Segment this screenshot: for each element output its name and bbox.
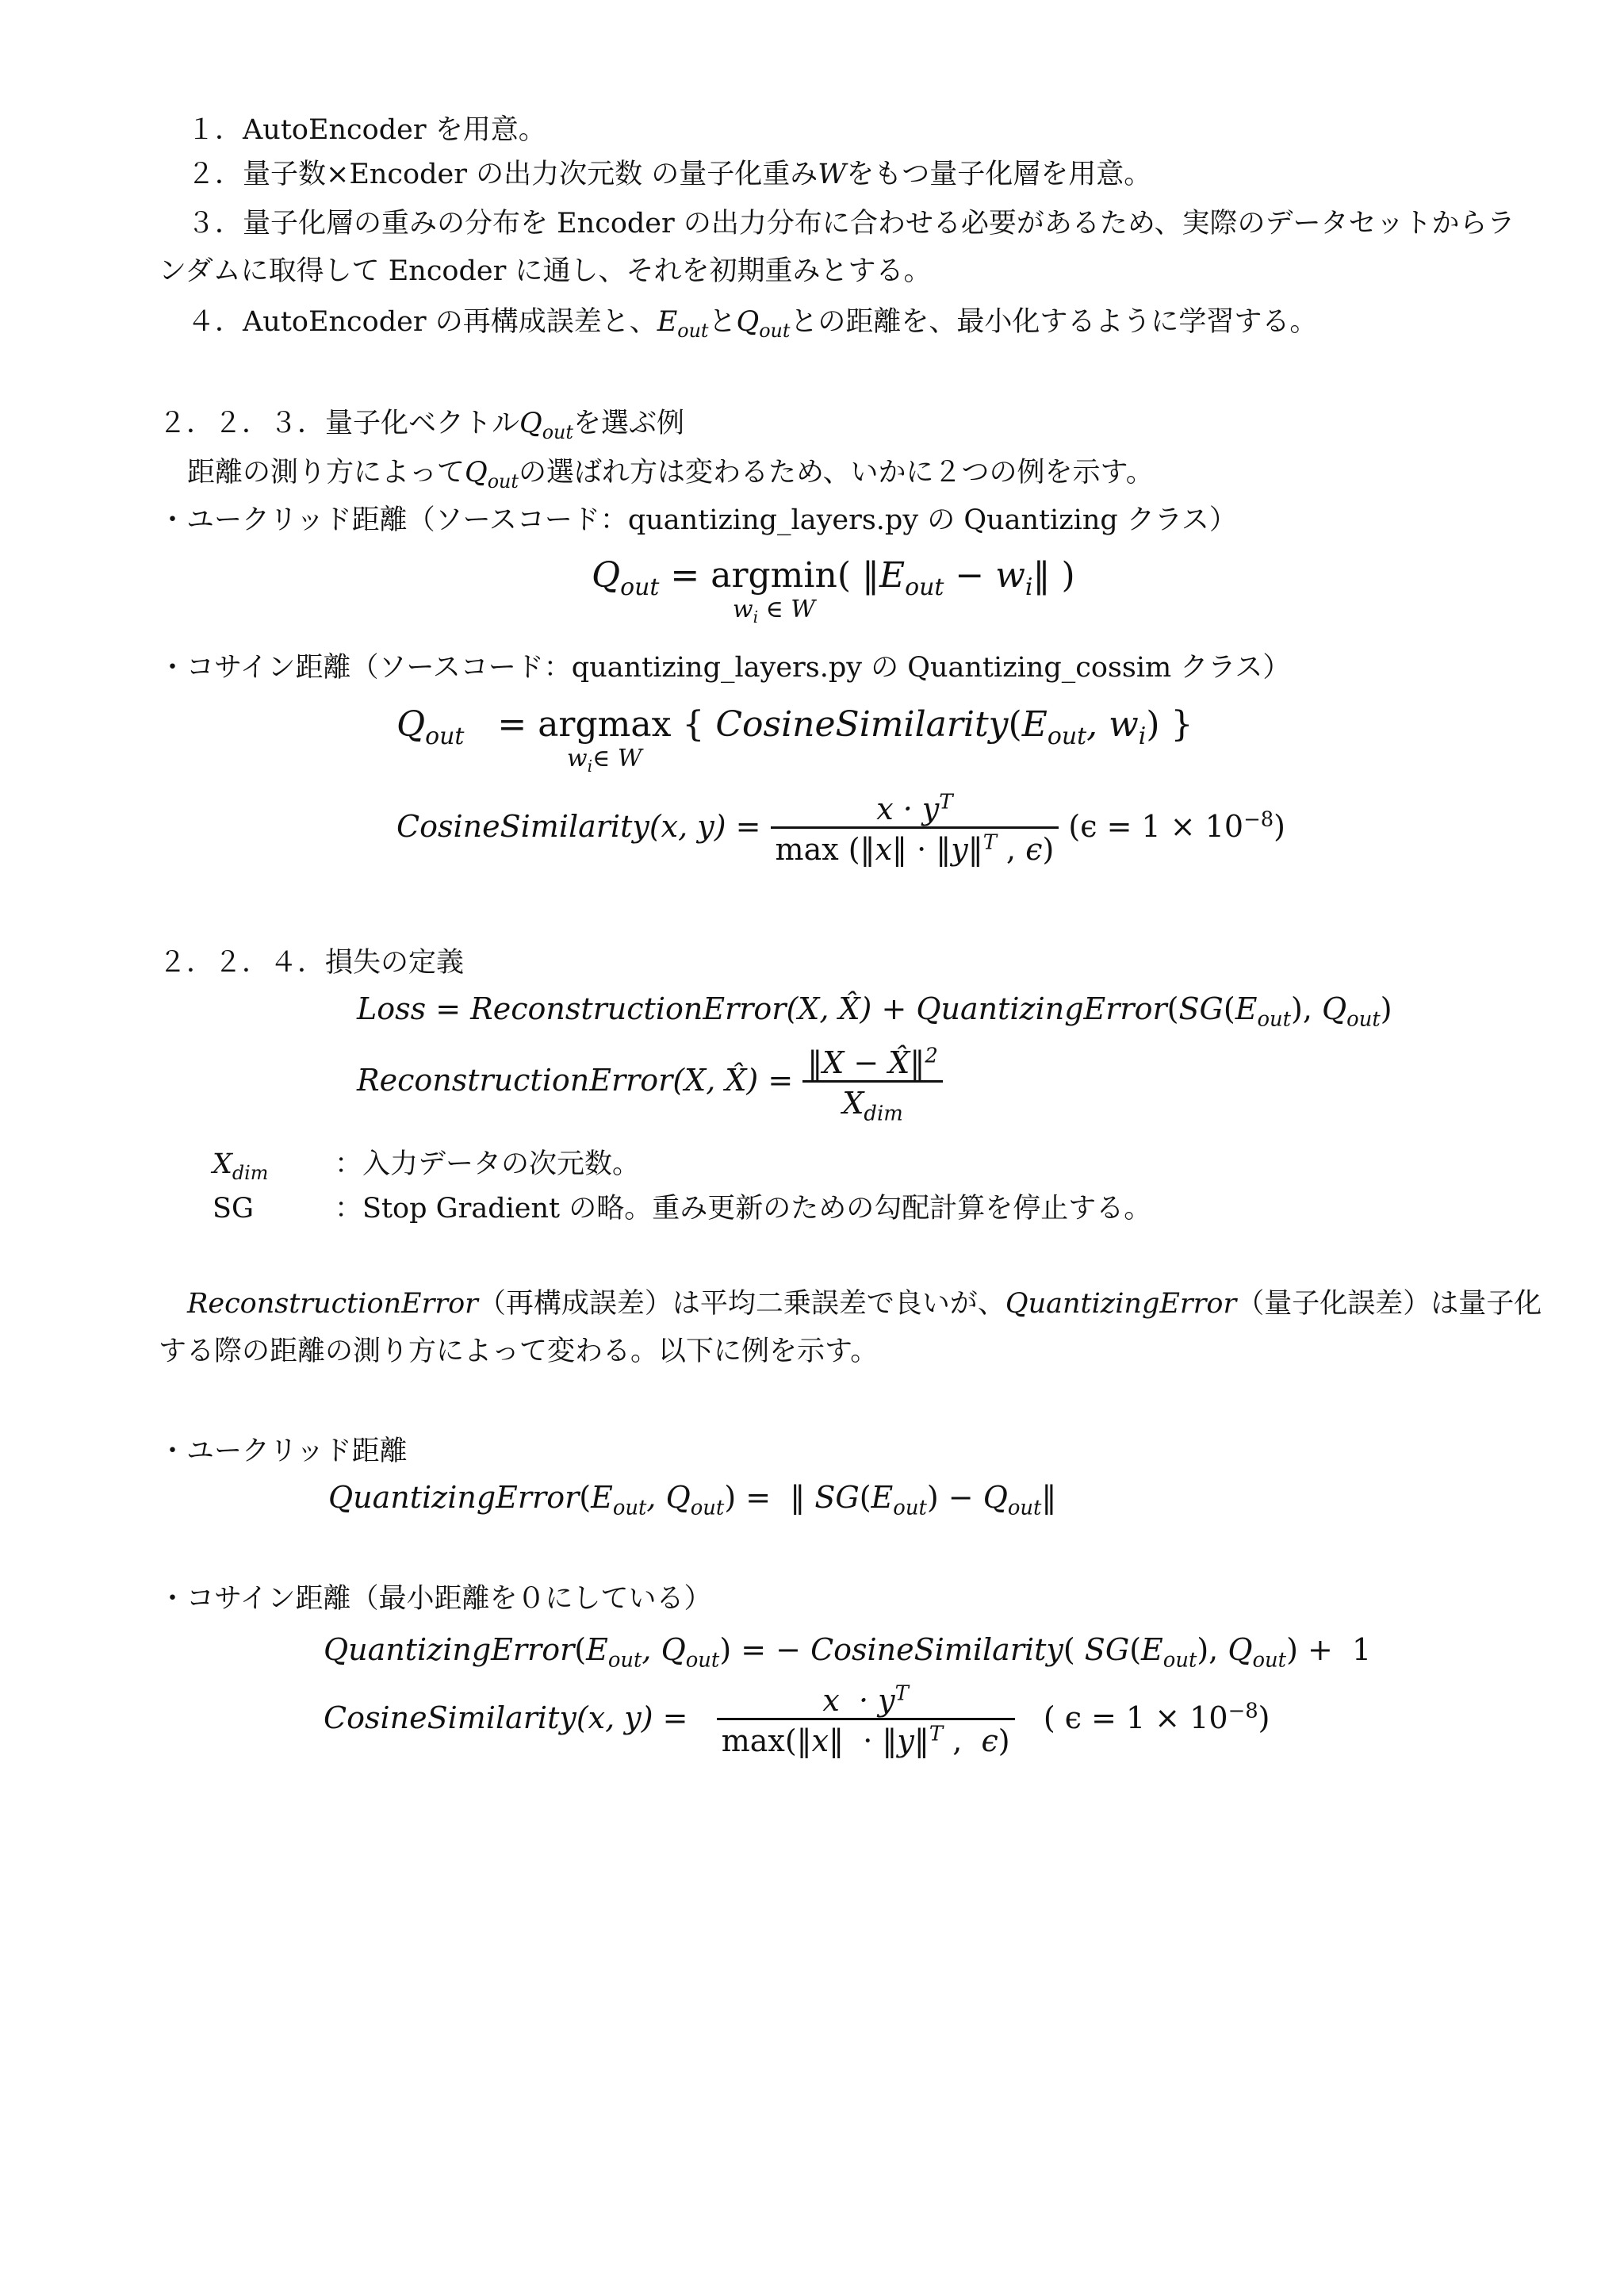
paragraph-line-2: する際の距離の測り方によって変わる。以下に例を示す。 [159, 1336, 879, 1367]
euclid-label-2: ・ユークリッド距離 [159, 1435, 408, 1467]
quantizing-error-euclid-eq: $QuantizingError(E_{out}$, $Q_{out}$) = ‖ $SG(E_{out})$ − $Q_{out}‖$ [328, 1480, 1057, 1520]
step-4-text: ４．AutoEncoder の再構成誤差と、 [187, 306, 657, 338]
e-out-symbol: $E_{out}$ [657, 306, 709, 342]
loss-equation: Loss = ReconstructionError(X, X̂) + $QuantizingError(SG(E_{out})$, $Q_{out}$) [357, 991, 1392, 1032]
section-2-2-4-heading: ２．２．４．損失の定義 [159, 947, 465, 979]
cos-label: ・コサイン距離（ソースコード：quantizing_layers.py の Quantizing_cossim クラス） [159, 652, 1291, 684]
sg-definition: SG ：Stop Gradient の略。重み更新のための勾配計算を停止する。 [213, 1193, 1152, 1225]
step-2-text: ２．量子数×Encoder の出力次元数 の量子化重み [187, 159, 818, 190]
step-3-cont: ンダムに取得して Encoder に通し、それを初期重みとする。 [159, 255, 932, 287]
euclid-label: ・ユークリッド距離（ソースコード：quantizing_layers.py の Quantizing クラス） [159, 504, 1237, 536]
q-out-symbol: $Q_{out}$ [736, 306, 791, 342]
argmin-equation: $Q_{out} = argmin$ $w_i$ ∈ W ( $‖E_{out}$ − $w_i‖$ ) [592, 555, 1075, 627]
cosine-similarity-eq-1: CosineSimilarity(x, y) = $\frac{x \cdot y^T}{\max (‖x‖ \cdot ‖y‖^T , \epsilon)}$ $(\epsilon = 1 \times 10^{-8})$ [396, 790, 1285, 867]
section-2-2-3-intro: 距離の測り方によって$Q_{out}$の選ばれ方は変わるため、いかに２つの例を示す。 [187, 457, 1154, 493]
paragraph-line-1: ReconstructionError（再構成誤差）は平均二乗誤差で良いが、QuantizingError（量子化誤差）は量子化 [187, 1288, 1542, 1320]
cos-label-2: ・コサイン距離（最小距離を０にしている） [159, 1583, 712, 1615]
quantizing-error-cos-eq: $QuantizingError(E_{out}$, $Q_{out}$) = − CosineSimilarity( $SG(E_{out})$, $Q_{out}) + 1$ [324, 1632, 1372, 1673]
step-4-tail: との距離を、最小化するように学習する。 [790, 306, 1318, 338]
argmax-equation: $Q_{out} = argmax$ $w_i\in$ W { $CosineSimilarity(E_{out}$, $w_i$) } [396, 704, 1193, 776]
step-2-tail: をもつ量子化層を用意。 [846, 159, 1152, 190]
weights-symbol: W [818, 159, 847, 190]
xdim-definition: $X_{dim}$ ：入力データの次元数。 [213, 1148, 641, 1184]
step-2 [187, 155, 1151, 194]
section-2-2-3-heading: ２．２．３．量子化ベクトル$Q_{out}$を選ぶ例 [159, 408, 684, 443]
step-3: ３．量子化層の重みの分布を Encoder の出力分布に合わせる必要があるため、実際のデータセットからラ [187, 208, 1515, 240]
step-1: １．AutoEncoder を用意。 [187, 114, 546, 146]
reconstruction-error-equation: ReconstructionError(X, X̂) = $\frac{‖X - X̂‖^2}{X_{dim}}$ [357, 1045, 943, 1121]
cosine-similarity-eq-2: CosineSimilarity(x, y) = $\frac{x \cdot y^T}{\max(‖x‖ \cdot ‖y‖^T , \epsilon)}$ ( $\epsilon = 1 \times 10^{-8}$) [324, 1681, 1270, 1758]
step-4: ４．AutoEncoder の再構成誤差と、$E_{out}$と$Q_{out}$との距離を、最小化するように学習する。 [187, 306, 1318, 342]
